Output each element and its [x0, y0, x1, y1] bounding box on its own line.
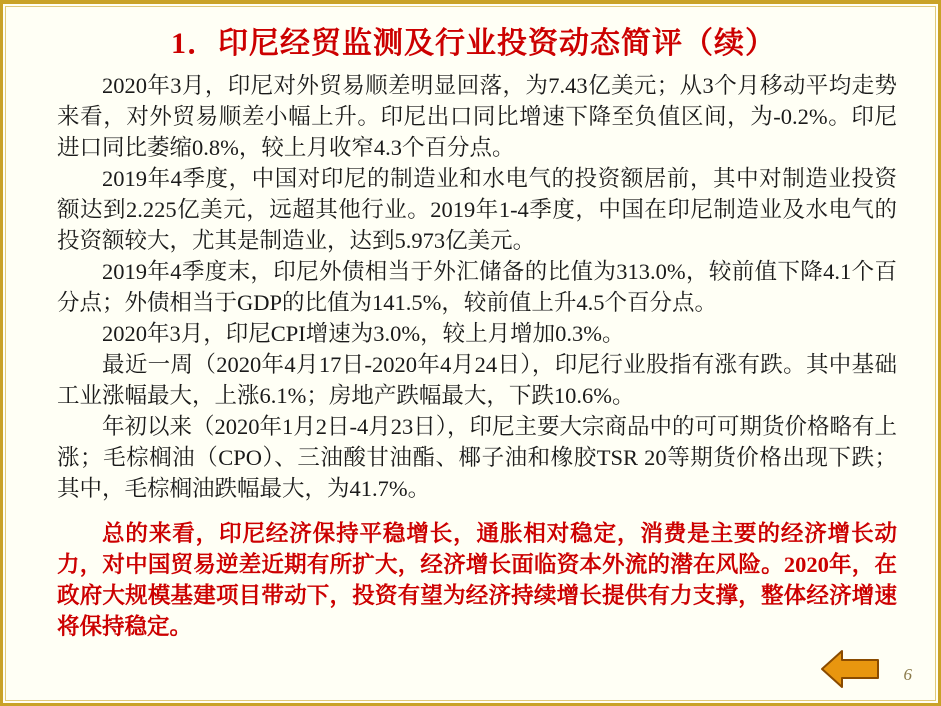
- paragraph: 2019年4季度，中国对印尼的制造业和水电气的投资额居前，其中对制造业投资额达到2.225亿美元，远超其他行业。2019年1-4季度，中国在印尼制造业及水电气的投资额较大，尤其是制造业，达到5.973亿美元。: [57, 166, 897, 253]
- paragraph: 最近一周（2020年4月17日-2020年4月24日），印尼行业股指有涨有跌。其中基础工业涨幅最大，上涨6.1%；房地产跌幅最大，下跌10.6%。: [57, 352, 897, 408]
- paragraph: 2020年3月，印尼CPI增速为3.0%，较上月增加0.3%。: [102, 321, 625, 346]
- page-number: 6: [903, 665, 912, 684]
- paragraph: 2019年4季度末，印尼外债相当于外汇储备的比值为313.0%，较前值下降4.1个百分点；外债相当于GDP的比值为141.5%，较前值上升4.5个百分点。: [57, 259, 897, 315]
- paragraph: 2020年3月，印尼对外贸易顺差明显回落，为7.43亿美元；从3个月移动平均走势来看，对外贸易顺差小幅上升。印尼出口同比增速下降至负值区间，为-0.2%。印尼进口同比萎缩0.8%，较上月收窄4.3个百分点。: [57, 73, 897, 160]
- page-title: 1．印尼经贸监测及行业投资动态简评（续）: [171, 27, 776, 60]
- summary-paragraph: 总的来看，印尼经济保持平稳增长，通胀相对稳定，消费是主要的经济增长动力，对中国贸易逆差近期有所扩大，经济增长面临资本外流的潜在风险。2020年，在政府大规模基建项目带动下，投资有望为经济持续增长提供有力支撑，整体经济增速将保持稳定。: [57, 521, 897, 639]
- slide-body: [57, 70, 897, 642]
- back-arrow-icon[interactable]: [820, 647, 880, 691]
- paragraph: 年初以来（2020年1月2日-4月23日），印尼主要大宗商品中的可可期货价格略有上涨；毛棕榈油（CPO）、三油酸甘油酯、椰子油和橡胶TSR 20等期货价格出现下跌；其中，毛棕榈油跌幅最大，为41.7%。: [57, 414, 897, 501]
